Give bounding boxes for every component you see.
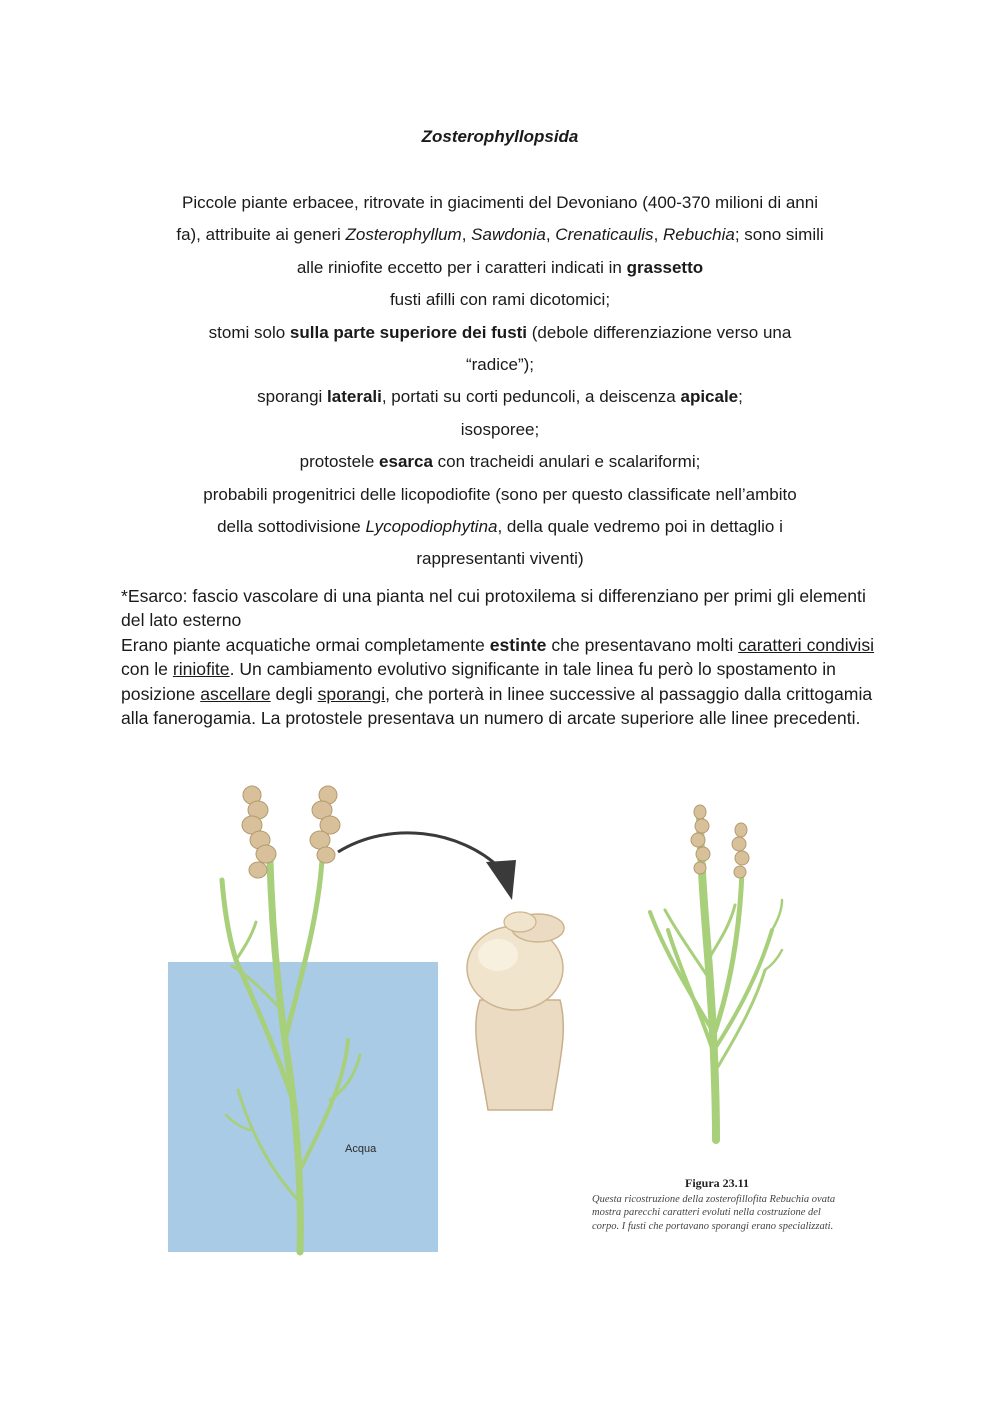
genus-name: Rebuchia (663, 225, 735, 245)
arrow-icon (338, 833, 500, 868)
caption-text: Questa ricostruzione della zosterofillofita Rebuchia ovata mostra parecchi caratteri evoluti nella costruzione del corpo. I fusti che portavano sporangi erano specializzati. (592, 1193, 836, 1232)
sporangia-right (691, 805, 749, 878)
genus-name: Sawdonia (471, 225, 546, 245)
trait-item: sporangi laterali, portati su corti peduncoli, a deiscenza apicale; (257, 387, 743, 407)
trait-item-cont: “radice”); (465, 355, 534, 375)
intro-line: fa), attribuite ai generi Zosterophyllum, Sawdonia, Crenaticaulis, Rebuchia; sono simili (176, 225, 824, 245)
intro-line: alle riniofite eccetto per i caratteri indicati in grassetto (296, 257, 704, 277)
trait-item: probabili progenitrici delle licopodiofite (sono per questo classificate nell’ambito (203, 484, 797, 504)
sporangia-left (242, 786, 340, 878)
trait-item-cont: rappresentanti viventi) (416, 549, 584, 569)
trait-item: isosporee; (460, 419, 540, 439)
figure-caption (592, 1177, 842, 1233)
trait-item-cont: della sottodivisione Lycopodiophytina, della quale vedremo poi in dettaglio i (217, 517, 783, 537)
page-title: Zosterophyllopsida (421, 127, 579, 146)
arrow-head (486, 860, 516, 900)
figure-number: Figura 23.11 (684, 1176, 749, 1190)
intro-line: Piccole piante erbacee, ritrovate in giacimenti del Devoniano (400-370 milioni di anni (182, 193, 818, 212)
trait-item: protostele esarca con tracheidi anulari e scalariformi; (299, 452, 701, 472)
trait-item: fusti afilli con rami dicotomici; (389, 290, 611, 310)
water-label: Acqua (345, 1143, 377, 1155)
intro-block (150, 187, 850, 576)
genus-name: Crenaticaulis (555, 225, 654, 245)
trait-item: stomi solo sulla parte superiore dei fusti (debole differenziazione verso una (208, 322, 792, 342)
body-paragraph: Erano piante acquatiche ormai completamente estinte che presentavano molti caratteri condivisi con le riniofite. Un cambiamento evolutivo significante in tale linea fu però lo spostamento in posizione ascellare degli sporangi, che porterà in linee successive al passaggio dalla crittogamia alla fanerogamia. La protostele presentava un numero di arcate superiore alle linee precedenti. (121, 635, 875, 728)
plant-right (650, 810, 782, 1140)
sporangium-detail (467, 912, 564, 1110)
footnote-esarco: *Esarco: fascio vascolare di una pianta nel cui protoxilema si differenziano per primi gli elementi del lato esterno (121, 586, 866, 631)
genus-name: Zosterophyllum (345, 225, 462, 245)
